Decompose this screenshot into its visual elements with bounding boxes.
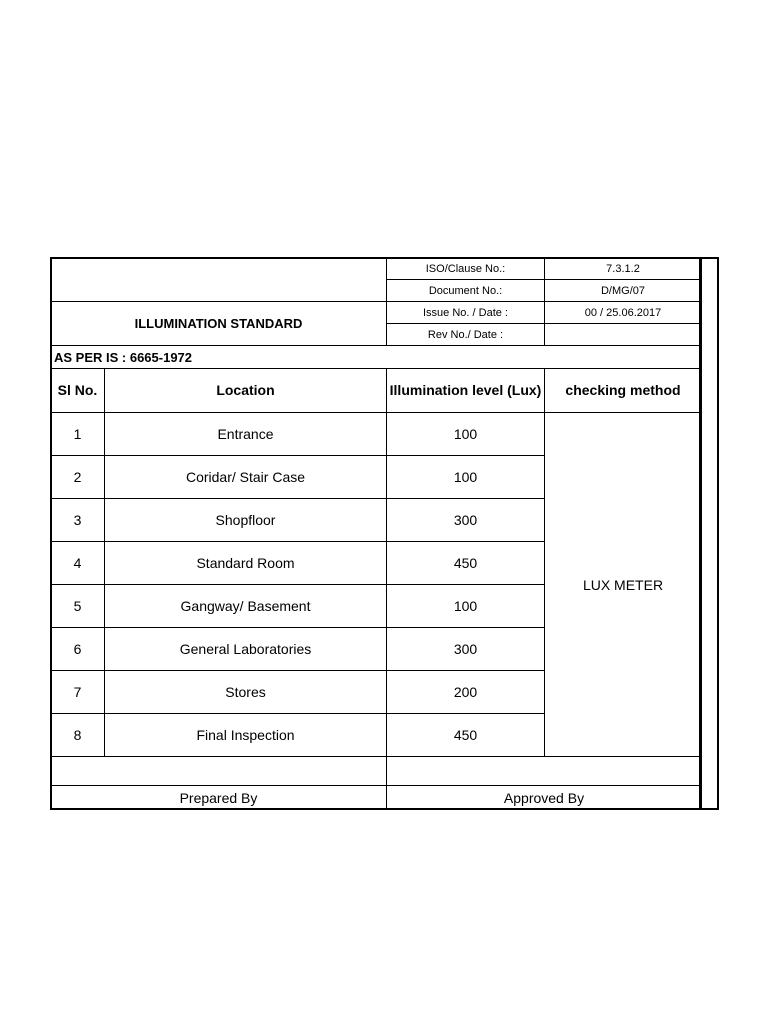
- column-header-location: Location: [105, 369, 387, 413]
- meta-value: [545, 324, 702, 346]
- table-cell-lux: 450: [387, 542, 545, 585]
- table-cell-lux: 100: [387, 585, 545, 628]
- table-cell-sl: 5: [51, 585, 105, 628]
- meta-value: D/MG/07: [545, 280, 702, 302]
- column-header-illumination: Illumination level (Lux): [387, 369, 545, 413]
- table-cell-sl: 4: [51, 542, 105, 585]
- standard-reference: AS PER IS : 6665-1972: [51, 346, 702, 369]
- illumination-standard-table: [50, 257, 702, 810]
- checking-method-value: LUX METER: [545, 413, 702, 757]
- column-header-method: checking method: [545, 369, 702, 413]
- table-cell-sl: 6: [51, 628, 105, 671]
- prepared-by-label: Prepared By: [51, 786, 387, 810]
- table-cell-sl: 3: [51, 499, 105, 542]
- table-cell-lux: 300: [387, 628, 545, 671]
- table-cell-location: Stores: [105, 671, 387, 714]
- table-cell-location: Gangway/ Basement: [105, 585, 387, 628]
- meta-label: ISO/Clause No.:: [387, 258, 545, 280]
- prepared-signature-space: [51, 757, 387, 786]
- table-cell-lux: 450: [387, 714, 545, 757]
- approved-signature-space: [387, 757, 702, 786]
- table-cell-location: Entrance: [105, 413, 387, 456]
- table-cell-location: Coridar/ Stair Case: [105, 456, 387, 499]
- meta-value: 00 / 25.06.2017: [545, 302, 702, 324]
- table-cell-location: Final Inspection: [105, 714, 387, 757]
- meta-value: 7.3.1.2: [545, 258, 702, 280]
- column-header-sl: Sl No.: [51, 369, 105, 413]
- table-cell-sl: 8: [51, 714, 105, 757]
- approved-by-label: Approved By: [387, 786, 702, 810]
- table-cell-lux: 300: [387, 499, 545, 542]
- table-cell-location: Shopfloor: [105, 499, 387, 542]
- document-title: ILLUMINATION STANDARD: [51, 302, 387, 346]
- table-cell-lux: 100: [387, 413, 545, 456]
- table-cell-sl: 7: [51, 671, 105, 714]
- table-cell-lux: 100: [387, 456, 545, 499]
- table-cell-sl: 2: [51, 456, 105, 499]
- logo-area: [51, 258, 387, 302]
- table-cell-lux: 200: [387, 671, 545, 714]
- table-cell-sl: 1: [51, 413, 105, 456]
- table-cell-location: General Laboratories: [105, 628, 387, 671]
- meta-label: Rev No./ Date :: [387, 324, 545, 346]
- meta-label: Issue No. / Date :: [387, 302, 545, 324]
- meta-label: Document No.:: [387, 280, 545, 302]
- table-cell-location: Standard Room: [105, 542, 387, 585]
